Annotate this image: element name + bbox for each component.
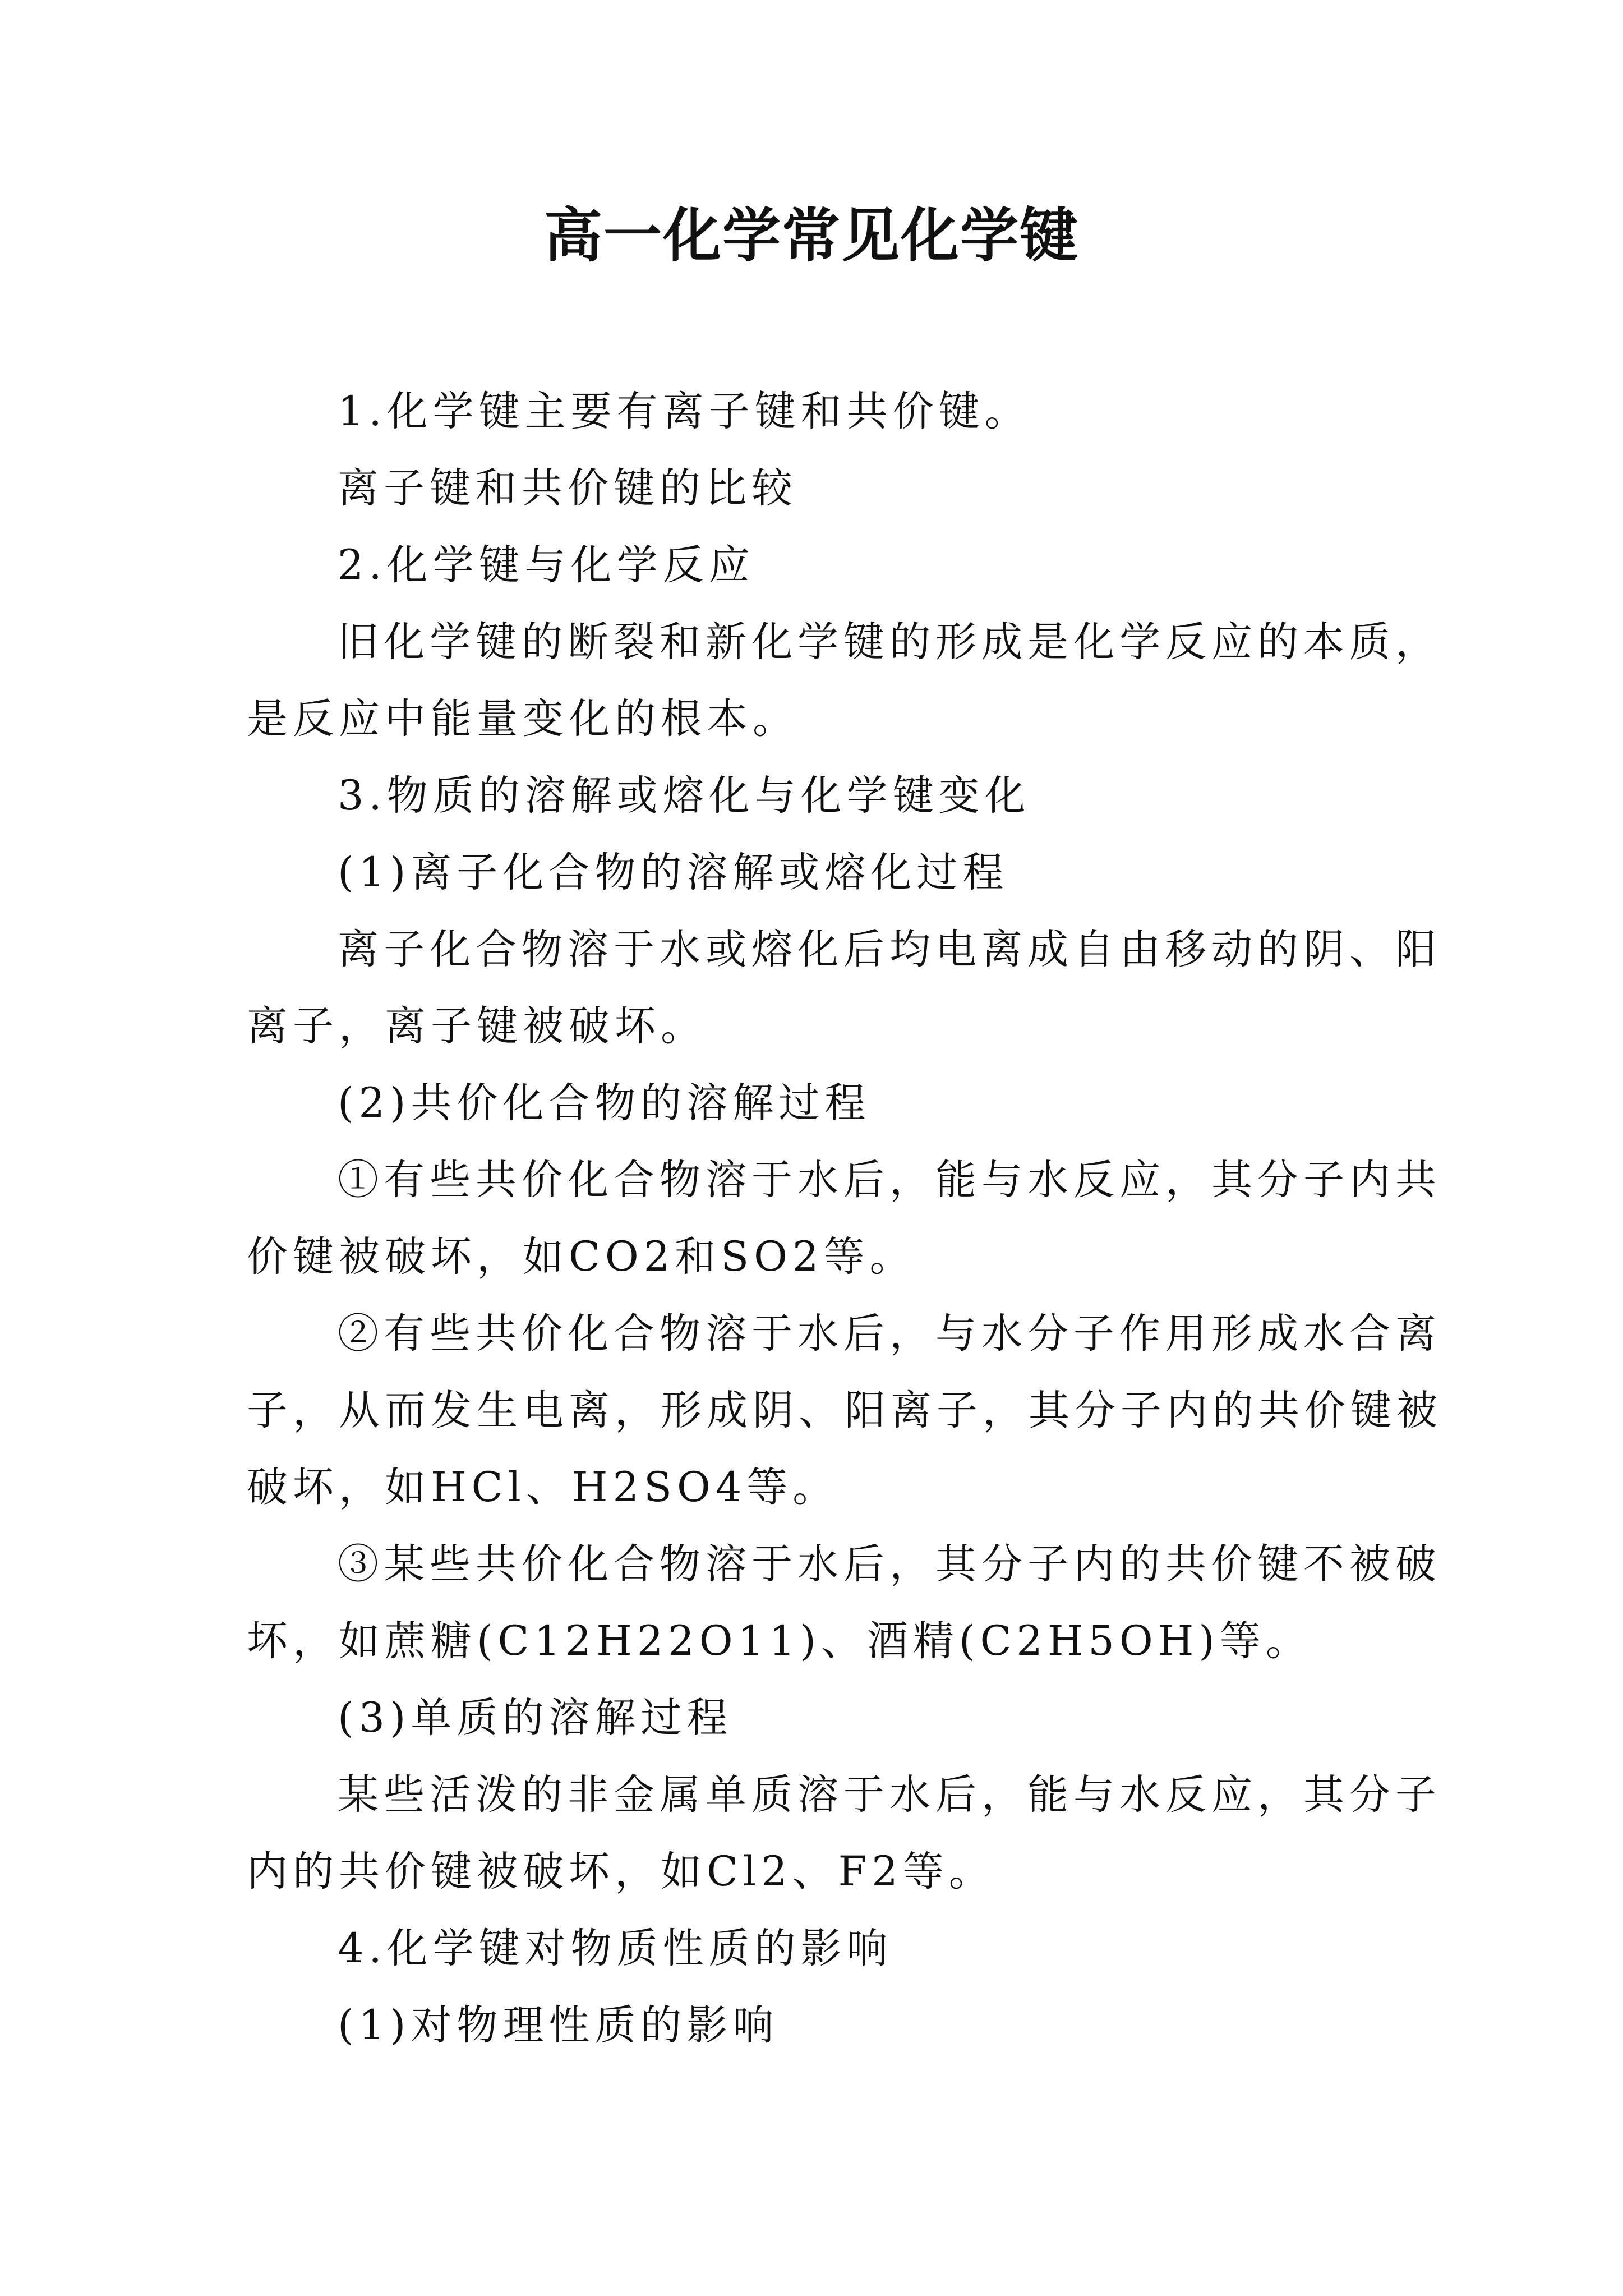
paragraph-line: ③某些共价化合物溶于水后，其分子内的共价键不被破 — [338, 1540, 1441, 1588]
paragraph — [247, 604, 1441, 757]
paragraph — [247, 834, 1391, 911]
paragraph — [247, 757, 1391, 834]
paragraph-line: 内的共价键被破坏，如Cl2、F2等。 — [247, 1848, 995, 1895]
paragraph — [247, 1987, 1391, 2064]
paragraph-line: (2)共价化合物的溶解过程 — [338, 1079, 871, 1127]
paragraph-line: 坏，如蔗糖(C12H22O11)、酒精(C2H5OH)等。 — [247, 1617, 1312, 1665]
paragraph-line: ②有些共价化合物溶于水后，与水分子作用形成水合离 — [338, 1310, 1441, 1358]
paragraph — [247, 911, 1441, 1065]
document-title: 高一化学常见化学键 — [543, 201, 1079, 270]
paragraph-line: (1)对物理性质的影响 — [338, 2001, 779, 2049]
document-body — [247, 373, 1442, 2064]
paragraph — [247, 1142, 1441, 1295]
paragraph-line: 2.化学键与化学反应 — [338, 541, 755, 589]
paragraph-line: 破坏，如HCl、H2SO4等。 — [247, 1464, 839, 1511]
paragraph-line: 某些活泼的非金属单质溶于水后，能与水反应，其分子 — [338, 1771, 1441, 1819]
paragraph — [247, 1910, 1391, 1987]
paragraph-line: 旧化学键的断裂和新化学键的形成是化学反应的本质， — [338, 618, 1441, 666]
paragraph-line: 3.物质的溶解或熔化与化学键变化 — [338, 772, 1031, 820]
paragraph-line: 子，从而发生电离，形成阴、阳离子，其分子内的共价键被 — [247, 1387, 1442, 1434]
paragraph-line: (3)单质的溶解过程 — [338, 1694, 733, 1742]
paragraph — [247, 1526, 1441, 1680]
paragraph-line: 离子，离子键被破坏。 — [247, 1002, 707, 1050]
paragraph — [247, 1756, 1441, 1910]
paragraph-line: 价键被破坏，如CO2和SO2等。 — [247, 1233, 916, 1281]
paragraph-line: 4.化学键对物质性质的影响 — [338, 1925, 893, 1972]
paragraph — [247, 1065, 1391, 1142]
paragraph — [247, 373, 1391, 450]
paragraph — [247, 450, 1391, 527]
paragraph-line: 是反应中能量变化的根本。 — [247, 695, 799, 743]
paragraph-line: 离子化合物溶于水或熔化后均电离成自由移动的阴、阳 — [338, 926, 1441, 973]
paragraph — [247, 1680, 1391, 1756]
paragraph-line: (1)离子化合物的溶解或熔化过程 — [338, 849, 1009, 896]
paragraph-line: ①有些共价化合物溶于水后，能与水反应，其分子内共 — [338, 1156, 1441, 1204]
paragraph-line: 1.化学键主要有离子键和共价键。 — [338, 388, 1031, 435]
paragraph-line: 离子键和共价键的比较 — [338, 464, 797, 512]
paragraph — [247, 527, 1391, 604]
paragraph — [247, 1295, 1442, 1526]
